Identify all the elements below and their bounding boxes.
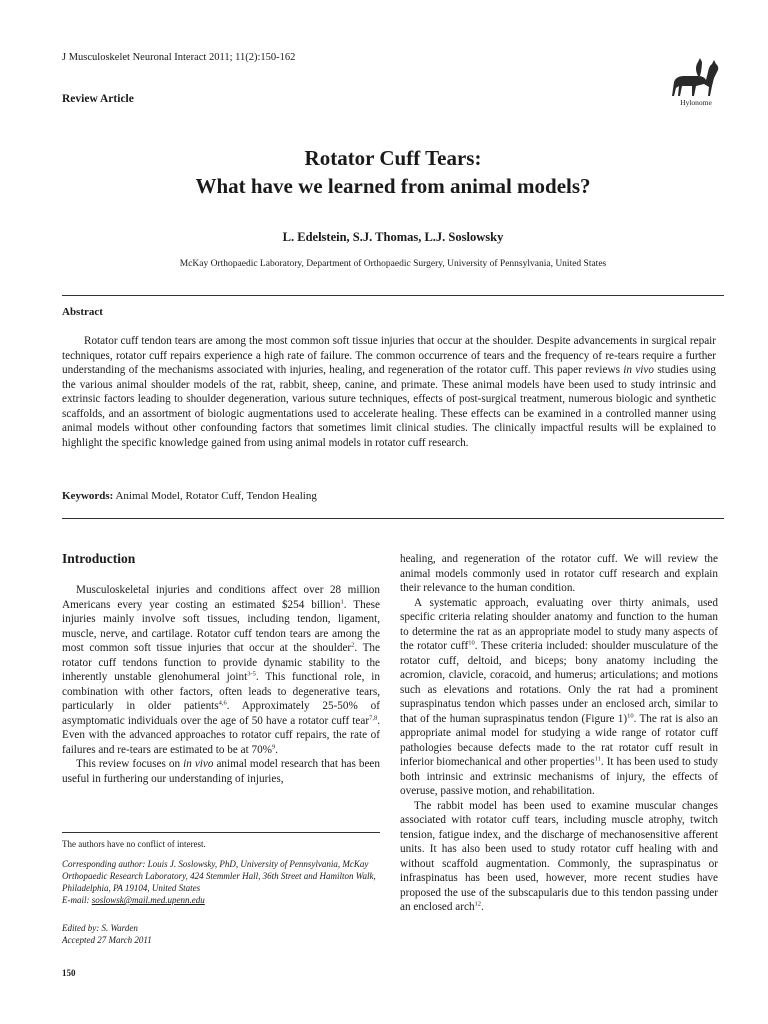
corresponding-author xyxy=(62,858,382,906)
edited-by: Edited by: S. Warden xyxy=(62,923,138,933)
email-line xyxy=(62,894,382,906)
rp3-b: . xyxy=(481,901,484,913)
abstract-text-a: Rotator cuff tendon tears are among the most common soft tissue injuries that occur at the shoulder. Despite advancements in surgical repair techniques, rotator cuff repairs experience a high rate of failure. The common occurrence of tears and the frequency of re-tears require a further understanding of the mechanisms associated with injuries, healing, and regeneration of the rotator cuff. This paper reviews xyxy=(62,335,716,376)
email-link[interactable]: soslowsk@mail.med.upenn.edu xyxy=(91,895,205,905)
p1-b: . These injuries mainly involve soft tissues, including tendon, ligament, muscle, nerve, and cartilage. Rotator cuff tendon tears are among the most common soft tissue injuries that occur at the shoulder xyxy=(62,598,381,654)
rp2-a: A systematic approach, evaluating over thirty animals, used specific criteria relating shoulder anatomy and function to the human to determine the rat as an appropriate model to study many aspects of the rotator cuff xyxy=(400,596,718,652)
rp2-d: . It has been used to study both intrinsic and extrinsic mechanisms of injury, the effects of overuse, passive motion, and rehabilitation. xyxy=(400,756,718,797)
ref-sup: 10 xyxy=(468,639,475,647)
abstract-italic: in vivo xyxy=(623,364,654,376)
right-column xyxy=(400,552,718,915)
right-paragraph-2 xyxy=(400,596,718,799)
abstract-text xyxy=(62,334,716,450)
keywords-value: Animal Model, Rotator Cuff, Tendon Healing xyxy=(115,490,317,502)
journal-citation: J Musculoskelet Neuronal Interact 2011; 11(2):150-162 xyxy=(62,52,296,63)
rp2-c: . The rat is also an appropriate animal model for studying a wide range of rotator cuff pathologies because defects made to the rat rotator cuff result in inferior biomechanical and other properties xyxy=(400,712,718,768)
ref-sup: 10 xyxy=(627,711,634,719)
rp2-b: . These criteria included: shoulder musculature of the rotator cuff, deltoid, and biceps; bony anatomy including the acromion, clavicle, coracoid, and humerus; articulations; and motions such as elevations and rotations. Only the rat had a prominent supraspinatus tendon which passes under an enclosed arch, similar to that of the human supraspinatus tendon (Figure 1) xyxy=(400,640,718,725)
keywords-label: Keywords: xyxy=(62,490,114,502)
bottom-divider xyxy=(62,518,724,519)
section-heading-introduction: Introduction xyxy=(62,551,136,566)
intro-paragraph-1 xyxy=(62,583,380,757)
ref-sup: 9 xyxy=(271,742,276,750)
article-type: Review Article xyxy=(62,93,134,105)
intro-paragraph-2 xyxy=(62,757,380,786)
corresponding-text: Corresponding author: Louis J. Soslowsky, PhD, University of Pennsylvania, McKay Orthopaedic Research Laboratory, 424 Stemmler Hall, 36th Street and Hamilton Walk, Philadelphia, PA 19104, United States xyxy=(62,859,376,893)
title-line-2: What have we learned from animal models? xyxy=(195,174,591,198)
conflict-statement: The authors have no conflict of interest. xyxy=(62,839,206,849)
p1-c: . The rotator cuff tendons function to provide dynamic stability to the inherently unstable glenohumeral joint xyxy=(62,642,380,683)
right-paragraph-1: healing, and regeneration of the rotator cuff. We will review the animal models commonly used in rotator cuff research and explain their relevance to the human condition. xyxy=(400,553,718,594)
author-list: L. Edelstein, S.J. Thomas, L.J. Soslowsky xyxy=(282,230,504,244)
email-label: E-mail: xyxy=(62,895,92,905)
p2-a: This review focuses on xyxy=(76,758,184,770)
ref-sup: 3-5 xyxy=(247,670,256,678)
p1-a: Musculoskeletal injuries and conditions affect over 28 million Americans every year costing an estimated $254 billion xyxy=(62,584,380,611)
rp3-a: The rabbit model has been used to examine muscular changes associated with rotator cuff tears, including muscle atrophy, twitch tension, fatigue index, and the discharge of mechanosensitive afferent units. It has also been used to study rotator cuff healing with and without scaffold augmentation. Commonly, the supraspinatus or infraspinatus has been used, however, more recent studies have proposed the use of the subscapularis due to this tendon passing under an enclosed arch xyxy=(400,799,718,913)
abstract-heading: Abstract xyxy=(62,306,103,318)
ref-sup: 7,8 xyxy=(369,713,378,721)
p1-g: . xyxy=(275,743,279,756)
logo-text: Hylonome xyxy=(680,98,712,107)
ref-sup: 2 xyxy=(351,641,355,649)
ref-sup: 12 xyxy=(474,900,482,908)
p1-f: . Even with the advanced approaches to rotator cuff repairs, the rate of failures and re-tears are estimated to be at 70% xyxy=(62,714,380,756)
footnote-divider xyxy=(62,832,380,833)
p1-d: . This functional role, in combination with other factors, often leads to degenerative tears, particularly in older patients xyxy=(62,671,380,712)
title-line-1: Rotator Cuff Tears: xyxy=(304,146,482,170)
p2-italic: in vivo xyxy=(183,758,214,770)
accepted-date: Accepted 27 March 2011 xyxy=(62,935,152,945)
right-paragraph-3 xyxy=(400,799,718,915)
ref-sup: 4,6 xyxy=(218,699,227,707)
ref-sup: 1 xyxy=(340,597,344,605)
keywords xyxy=(62,490,317,502)
top-divider xyxy=(62,295,724,296)
editorial-info xyxy=(62,922,382,946)
ref-sup: 11 xyxy=(594,755,601,763)
left-column xyxy=(62,583,380,786)
page-number: 150 xyxy=(62,968,76,978)
affiliation: McKay Orthopaedic Laboratory, Department of Orthopaedic Surgery, University of Pennsylvania, United States xyxy=(179,259,607,269)
p1-e: . Approximately 25-50% of asymptomatic individuals over the age of 50 have a rotator cuff tear xyxy=(62,700,380,727)
p2-b: animal model research that has been useful in furthering our understanding of injuries, xyxy=(62,758,380,785)
abstract-text-b: studies using the various animal shoulder models of the rat, rabbit, sheep, canine, and primate. These animal models have been used to study intrinsic and extrinsic factors leading to shoulder degeneration, various suture techniques, effects of post-surgical treatment, numerous biologic and synthetic scaffolds, and an assortment of biologic augmentations used to accelerate healing. These effects can be examined in a controlled manner using animal models without other confounding factors that sometimes limit clinical studies. The clinically impactful results will be explained to highlight the specific knowledge gained from using animal models in rotator cuff research. xyxy=(62,364,716,449)
